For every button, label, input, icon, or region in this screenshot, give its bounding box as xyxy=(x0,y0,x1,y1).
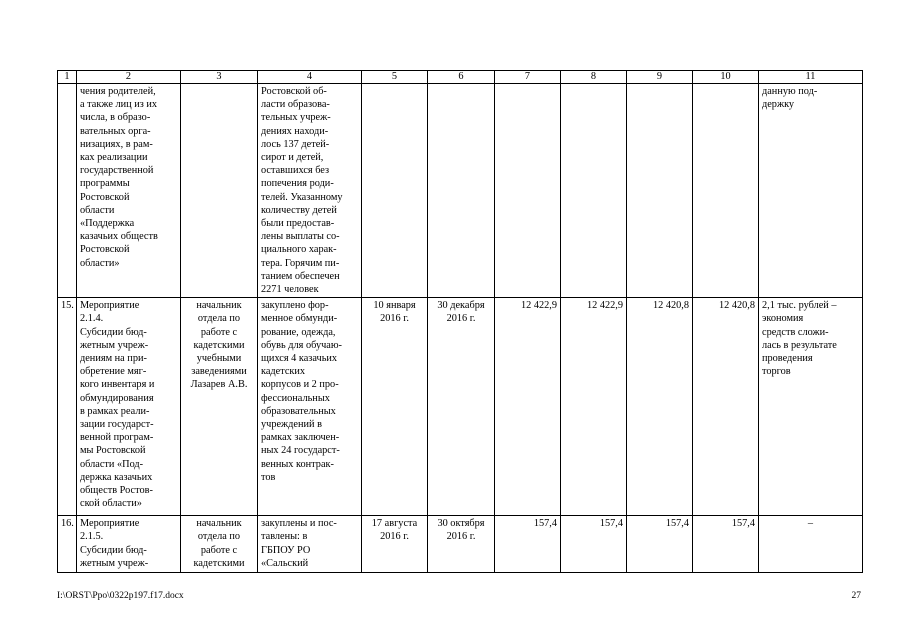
start-date-cell: 17 августа 2016 г. xyxy=(362,516,428,573)
value-cell: 12 422,9 xyxy=(495,298,561,516)
table-row xyxy=(58,298,863,516)
table-row xyxy=(58,516,863,573)
responsible-cell: начальник отдела по работе с кадетскими учебными заведениями Лазарев А.В. xyxy=(181,298,258,516)
page-number: 27 xyxy=(851,591,861,601)
value-cell xyxy=(495,84,561,298)
start-date-cell: 10 января 2016 г. xyxy=(362,298,428,516)
end-date-cell: 30 декабря 2016 г. xyxy=(428,298,495,516)
event-cell: чения родителей, а также лиц из их числа, в образо- вательных орга- низациях, в рам- ках реализации государственной программы Ростовской области «Поддержка казачьих обществ Ростовской области» xyxy=(77,84,181,298)
responsible-cell: начальник отдела по работе с кадетскими xyxy=(181,516,258,573)
column-number: 3 xyxy=(181,71,258,84)
value-cell xyxy=(561,84,627,298)
event-cell: Мероприятие 2.1.5. Субсидии бюд- жетным учреж- xyxy=(77,516,181,573)
column-number: 5 xyxy=(362,71,428,84)
note-cell: – xyxy=(759,516,863,573)
column-number: 6 xyxy=(428,71,495,84)
column-number: 4 xyxy=(258,71,362,84)
row-number: 15. xyxy=(58,298,77,516)
column-number: 2 xyxy=(77,71,181,84)
column-number-row xyxy=(58,71,863,84)
table-row xyxy=(58,84,863,298)
event-cell: Мероприятие 2.1.4. Субсидии бюд- жетным учреж- дениям на при- обретение мяг- кого инвентаря и обмундирования в рамках реали- зации государст- венной програм- мы Ростовской области «Под- держка казачьих обществ Ростов- ской области» xyxy=(77,298,181,516)
report-table xyxy=(57,70,863,573)
column-number: 8 xyxy=(561,71,627,84)
note-cell: данную под- держку xyxy=(759,84,863,298)
row-number xyxy=(58,84,77,298)
value-cell: 12 422,9 xyxy=(561,298,627,516)
column-number: 11 xyxy=(759,71,863,84)
column-number: 9 xyxy=(627,71,693,84)
value-cell xyxy=(693,84,759,298)
row-number: 16. xyxy=(58,516,77,573)
responsible-cell xyxy=(181,84,258,298)
column-number: 1 xyxy=(58,71,77,84)
value-cell: 157,4 xyxy=(693,516,759,573)
end-date-cell: 30 октября 2016 г. xyxy=(428,516,495,573)
value-cell: 157,4 xyxy=(495,516,561,573)
column-number: 10 xyxy=(693,71,759,84)
value-cell xyxy=(627,84,693,298)
end-date-cell xyxy=(428,84,495,298)
start-date-cell xyxy=(362,84,428,298)
result-cell: закуплено фор- менное обмунди- рование, одежда, обувь для обучаю- щихся 4 казачьих кадетских корпусов и 2 про- фессиональных образовательных учреждений в рамках заключен- ных 24 государст- венных контрак- тов xyxy=(258,298,362,516)
note-cell: 2,1 тыс. рублей – экономия средств сложи- лась в результате проведения торгов xyxy=(759,298,863,516)
result-cell: Ростовской об- ласти образова- тельных учреж- дениях находи- лось 137 детей- сирот и детей, оставшихся без попечения роди- телей. Указанному количеству детей были предостав- лены выплаты со- циального харак- тера. Горячим пи- танием обеспечен 2271 человек xyxy=(258,84,362,298)
result-cell: закуплены и пос- тавлены: в ГБПОУ РО «Сальский xyxy=(258,516,362,573)
file-path: I:\ORST\Ppo\0322p197.f17.docx xyxy=(57,591,184,601)
column-number: 7 xyxy=(495,71,561,84)
value-cell: 157,4 xyxy=(561,516,627,573)
value-cell: 12 420,8 xyxy=(693,298,759,516)
value-cell: 12 420,8 xyxy=(627,298,693,516)
value-cell: 157,4 xyxy=(627,516,693,573)
